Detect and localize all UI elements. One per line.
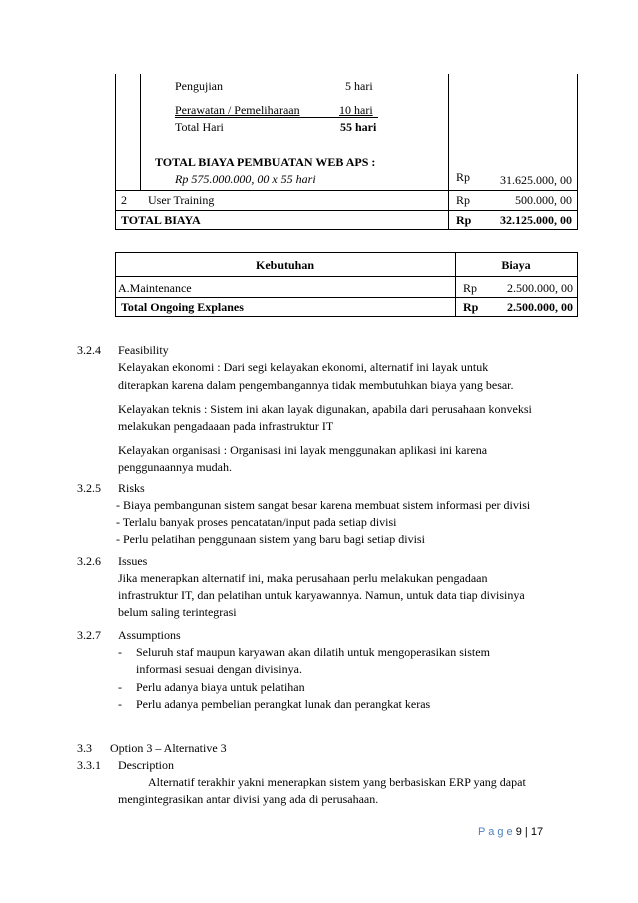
section-title: Option 3 – Alternative 3 (110, 741, 227, 755)
section-number: 3.3.1 (77, 758, 101, 772)
row-item: Pengujian (175, 79, 223, 93)
section-title: Assumptions (118, 628, 181, 642)
total-web-formula: Rp 575.000.000, 00 x 55 hari (175, 172, 316, 186)
page-footer (478, 826, 543, 838)
page-separator: | (524, 826, 528, 838)
section-title: Risks (118, 481, 145, 495)
page-number: 9 (515, 826, 522, 838)
bullet-dash: - (118, 697, 122, 711)
row-item: Perawatan / Pemeliharaan (175, 103, 300, 117)
list-item: Perlu adanya pembelian perangkat lunak dan perangkat keras (136, 697, 431, 711)
paragraph-line: mengintegrasikan antar divisi yang ada di perusahaan. (118, 792, 379, 806)
bullet-dash: - (118, 680, 122, 694)
section-title: Issues (118, 554, 148, 568)
paragraph-line: diterapkan karena dalam pengembangannya tidak membutuhkan biaya yang besar. (118, 378, 514, 392)
list-item: Seluruh staf maupun karyawan akan dilatih untuk mengoperasikan sistem (136, 645, 490, 659)
paragraph-line: penggunaannya mudah. (118, 460, 232, 474)
ongoing-total-label: Total Ongoing Explanes (121, 300, 244, 314)
section-number: 3.2.4 (77, 343, 101, 357)
total-pages: 17 (530, 826, 544, 838)
row-duration: 10 hari (339, 103, 373, 117)
paragraph-line: melakukan pengadaaan pada infrastruktur IT (118, 419, 334, 433)
paragraph-line: Kelayakan organisasi : Organisasi ini layak menggunakan aplikasi ini karena (118, 443, 488, 457)
paragraph-line: Jika menerapkan alternatif ini, maka perusahaan perlu melakukan pengadaan (118, 571, 488, 585)
section-number: 3.2.5 (77, 481, 101, 495)
section-title: Description (118, 758, 174, 772)
page-label: P a g e (478, 826, 513, 838)
paragraph-line: infrastruktur IT, dan pelatihan untuk karyawannya. Namun, untuk data tiap divisinya (118, 588, 525, 602)
ongoing-header-cost: Biaya (501, 258, 531, 272)
paragraph-line: Kelayakan ekonomi : Dari segi kelayakan ekonomi, alternatif ini layak untuk (118, 360, 489, 374)
ongoing-row-item: A.Maintenance (118, 281, 192, 295)
total-web-amount: 31.625.000, 00 (500, 173, 572, 187)
paragraph-line: Alternatif terakhir yakni menerapkan sistem yang berbasiskan ERP yang dapat (148, 775, 526, 789)
total-web-title: TOTAL BIAYA PEMBUATAN WEB APS : (155, 155, 376, 169)
training-currency: Rp (456, 193, 471, 207)
ongoing-header-need: Kebutuhan (255, 258, 315, 272)
ongoing-row-currency: Rp (463, 281, 478, 295)
list-item: - Perlu pelatihan penggunaan sistem yang baru bagi setiap divisi (116, 532, 425, 546)
row-item: Total Hari (175, 120, 224, 134)
section-number: 3.2.6 (77, 554, 101, 568)
section-number: 3.2.7 (77, 628, 101, 642)
grand-total-amount: 32.125.000, 00 (500, 213, 572, 227)
ongoing-total-amount: 2.500.000, 00 (507, 300, 573, 314)
list-item: - Biaya pembangunan sistem sangat besar karena membuat sistem informasi per divisi (116, 498, 531, 512)
ongoing-row-amount: 2.500.000, 00 (507, 281, 573, 295)
paragraph-line: belum saling terintegrasi (118, 605, 237, 619)
training-amount: 500.000, 00 (515, 193, 572, 207)
grand-total-currency: Rp (456, 213, 472, 227)
total-web-currency: Rp (456, 170, 471, 184)
list-item: Perlu adanya biaya untuk pelatihan (136, 680, 305, 694)
training-item: User Training (148, 193, 215, 207)
row-duration: 55 hari (340, 120, 377, 134)
section-title: Feasibility (118, 343, 169, 357)
grand-total-label: TOTAL BIAYA (121, 213, 201, 227)
list-item: - Terlalu banyak proses pencatatan/input pada setiap divisi (116, 515, 397, 529)
ongoing-total-currency: Rp (463, 300, 479, 314)
row-duration: 5 hari (345, 79, 373, 93)
list-item: informasi sesuai dengan divisinya. (136, 662, 302, 676)
section-number: 3.3 (77, 741, 92, 755)
training-no: 2 (121, 193, 127, 207)
bullet-dash: - (118, 645, 122, 659)
paragraph-line: Kelayakan teknis : Sistem ini akan layak digunakan, apabila dari perusahaan konveksi (118, 402, 532, 416)
